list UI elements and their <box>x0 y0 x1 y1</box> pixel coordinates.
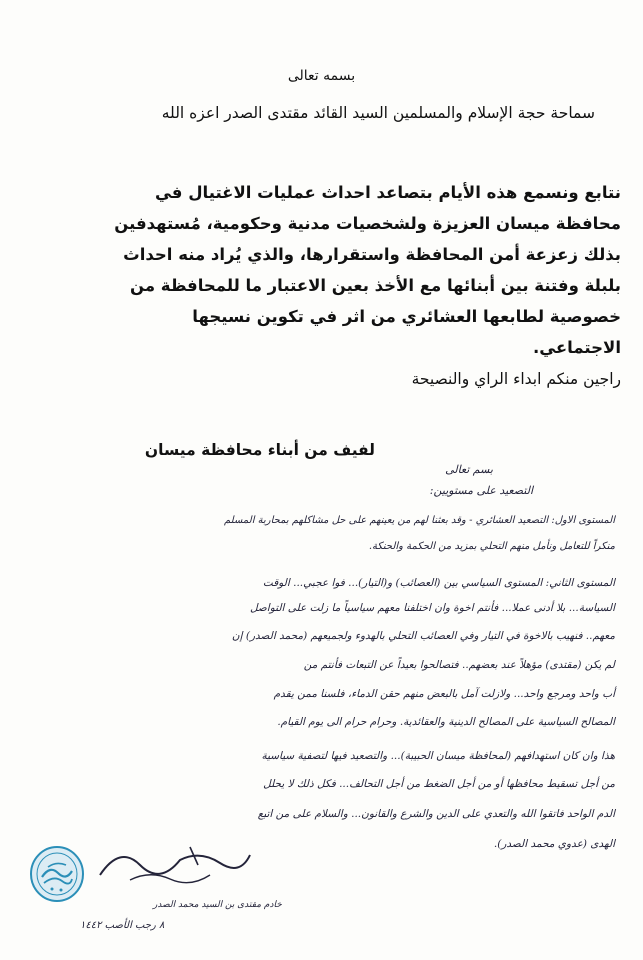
hand-line-11: الدم الواحد فاتقوا الله والتعدي على الدين والشرع والقانون... والسلام على من اتبع <box>257 808 615 820</box>
hand-salutation: بسم تعالى <box>445 463 493 476</box>
typed-body-line-3: بذلك زعزعة أمن المحافظة واستقرارها، والذي يُراد منه احداث <box>123 245 621 264</box>
typed-body-line-1: نتابع ونسمع هذه الأيام بتصاعد احداث عمليات الاغتيال في <box>154 183 621 202</box>
typed-body-line-5: خصوصية لطابعها العشائري من اثر في تكوين نسيجها <box>192 307 621 326</box>
hand-intro: التصعيد على مستويين: <box>429 484 533 497</box>
typed-body-line-6: الاجتماعي. <box>532 338 621 357</box>
hand-line-2: منكراً للتعامل ونأمل منهم التحلي بمزيد من الحكمة والحنكة. <box>368 541 615 552</box>
hand-line-8: المصالح السياسية على المصالح الدينية والعقائدية. وحرام حرام الى يوم القيام. <box>277 716 615 728</box>
typed-closing: راجين منكم ابداء الراي والنصيحة <box>411 370 621 388</box>
hand-line-7: أب واحد ومرجع واحد... ولازلت آمل بالبعض منهم حقن الدماء، فلسنا ممن يقدم <box>273 688 615 700</box>
hand-line-3: المستوى الثاني: المستوى السياسي بين (العصائب) و(التيار)... فوا عجبي... الوقت <box>262 577 615 589</box>
seal-stamp-icon <box>28 845 86 903</box>
hand-line-9: هذا وان كان استهدافهم (لمحافظة ميسان الحبيبة)... والتصعيد فيها لتصفية سياسية <box>261 750 615 762</box>
hand-line-12: الهدى (عدوي محمد الصدر). <box>493 838 615 850</box>
typed-addressee: سماحة حجة الإسلام والمسلمين السيد القائد مقتدى الصدر اعزه الله <box>161 104 595 122</box>
signature-line-1: خادم مقتدى بن السيد محمد الصدر <box>153 900 282 910</box>
hand-line-6: لم يكن (مقتدى) مؤهلاً عند بعضهم.. فتصالحوا بعيداً عن التبعات فأنتم من <box>303 659 615 671</box>
typed-body-line-4: بلبلة وفتنة بين أبنائها مع الأخذ بعين الاعتبار ما للمحافظة من <box>130 276 621 295</box>
hand-line-5: معهم.. فنهيب بالاخوة في التيار وفي العصائب التحلي بالهدوء ولجميعهم (محمد الصدر) إن <box>231 630 615 642</box>
hand-line-4: السياسة... بلا أدنى عملا... فأنتم اخوة وان اختلفنا معهم سياسياً ما زلت على التواصل <box>249 602 615 614</box>
typed-sender: لفيف من أبناء محافظة ميسان <box>144 441 375 459</box>
signature-line-2: ٨ رجب الأصب ١٤٤٢ <box>80 920 165 931</box>
signature-scribble-icon <box>90 835 260 895</box>
typed-body-line-2: محافظة ميسان العزيزة ولشخصيات مدنية وحكومية، مُستهدفين <box>114 214 621 233</box>
hand-line-1: المستوى الاول: التصعيد العشائري - وقد بعثنا لهم من يعينهم على حل مشاكلهم بمحاربة المسلم <box>223 515 615 526</box>
hand-line-10: من أجل تسقيط محافظها أو من أجل الضغط من أجل التحالف... فكل ذلك لا يحلل <box>263 778 615 790</box>
typed-salutation: بسمه تعالى <box>287 68 356 84</box>
